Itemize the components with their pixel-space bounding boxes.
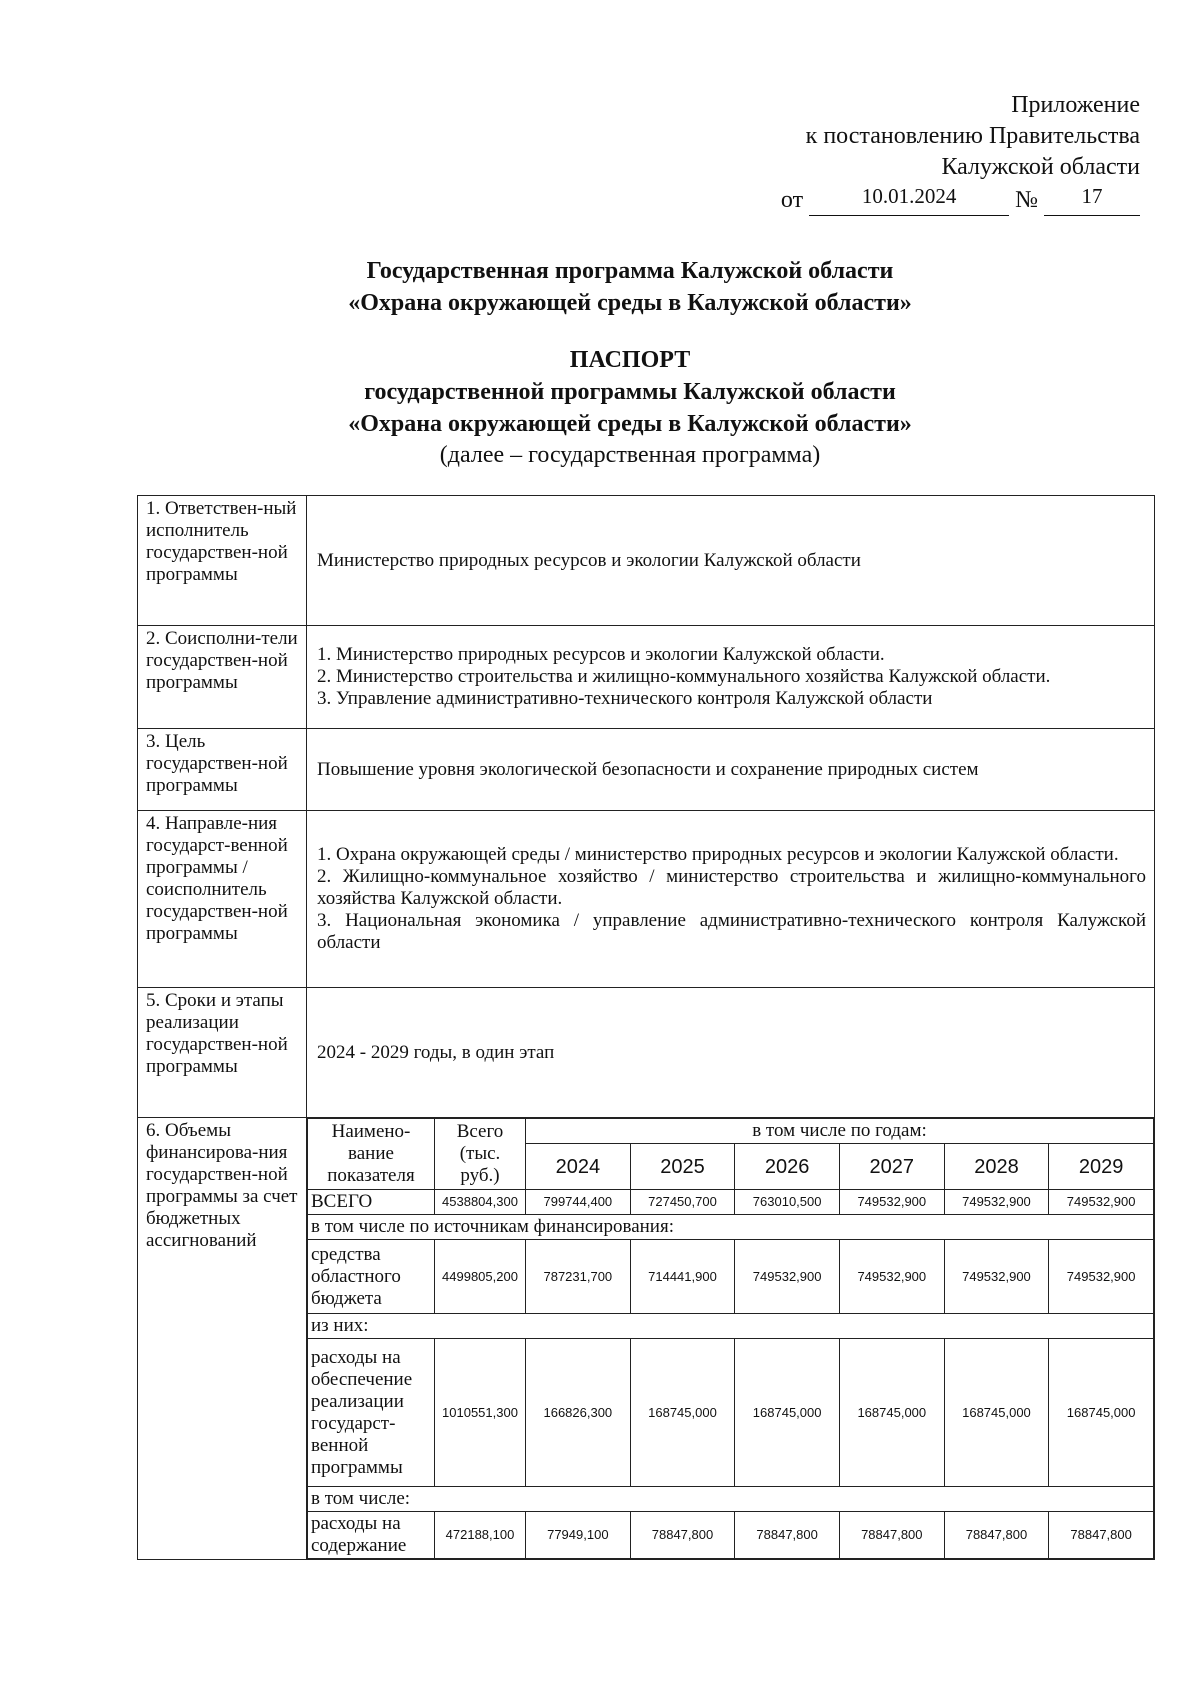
passport-subtitle-2: «Охрана окружающей среды в Калужской области»: [348, 411, 912, 437]
label-responsible: 1. Ответствен-ный исполнитель государствен-ной программы: [138, 496, 307, 626]
approval-line-1: Приложение: [1011, 92, 1140, 118]
label-goal: 3. Цель государствен-ной программы: [138, 729, 307, 811]
direction-item: 3. Национальная экономика / управление административно-технического контроля Калужской области: [317, 910, 1146, 953]
passport-subtitle-3: (далее – государственная программа): [439, 442, 821, 468]
fin-cell: 78847,800: [630, 1512, 735, 1559]
row-directions: [138, 811, 1155, 988]
value-responsible: Министерство природных ресурсов и экологии Калужской области: [307, 496, 1155, 626]
program-title-1: Государственная программа Калужской области: [366, 258, 894, 284]
fin-cell: 749532,900: [944, 1240, 1049, 1314]
number-blank: [1044, 184, 1140, 216]
fin-cell: 763010,500: [735, 1190, 840, 1215]
fin-year: 2028: [944, 1144, 1049, 1190]
fin-cell: 749532,900: [735, 1240, 840, 1314]
label-coexecutors: 2. Соисполни-тели государствен-ной программы: [138, 626, 307, 729]
fin-cell: 168745,000: [630, 1339, 735, 1487]
label-directions: 4. Направле-ния государст-венной программы / соисполнитель государствен-ной программы: [138, 811, 307, 988]
fin-year: 2026: [735, 1144, 840, 1190]
label-terms: 5. Сроки и этапы реализации государствен-ной программы: [138, 988, 307, 1118]
passport-subtitle-1: государственной программы Калужской области: [364, 379, 896, 405]
approval-line-3: Калужской области: [941, 154, 1140, 180]
fin-cell: 714441,900: [630, 1240, 735, 1314]
fin-row-including: [308, 1487, 1154, 1512]
approval-line-2: к постановлению Правительства: [805, 123, 1140, 149]
fin-year: 2029: [1049, 1144, 1154, 1190]
fin-row-sources: [308, 1215, 1154, 1240]
number-label: №: [1015, 187, 1038, 213]
value-goal: Повышение уровня экологической безопасности и сохранение природных систем: [307, 729, 1155, 811]
coexecutor-item: 2. Министерство строительства и жилищно-коммунального хозяйства Калужской области.: [317, 666, 1051, 687]
approval-date: 10.01.2024: [861, 184, 957, 208]
financing-table: [307, 1118, 1154, 1559]
fin-row-support: [308, 1339, 1154, 1487]
fin-year: 2025: [630, 1144, 735, 1190]
fin-col-name: Наимено-вание показателя: [308, 1119, 435, 1190]
fin-cell: 4499805,200: [435, 1240, 526, 1314]
program-title-2: «Охрана окружающей среды в Калужской области»: [348, 290, 912, 316]
coexecutor-item: 1. Министерство природных ресурсов и экологии Калужской области.: [317, 644, 885, 665]
fin-cell: 78847,800: [1049, 1512, 1154, 1559]
fin-cell: 168745,000: [839, 1339, 944, 1487]
fin-cell: 799744,400: [526, 1190, 631, 1215]
fin-of-them-label: из них:: [308, 1314, 1154, 1339]
fin-cell: 78847,800: [735, 1512, 840, 1559]
value-directions: [307, 811, 1155, 988]
fin-cell: 727450,700: [630, 1190, 735, 1215]
row-coexecutors: [138, 626, 1155, 729]
fin-cell: 1010551,300: [435, 1339, 526, 1487]
fin-cell: 749532,900: [839, 1240, 944, 1314]
fin-row-regional: [308, 1240, 1154, 1314]
fin-row-name: средства областного бюджета: [308, 1240, 435, 1314]
fin-cell: 78847,800: [839, 1512, 944, 1559]
value-coexecutors: [307, 626, 1155, 729]
fin-cell: 749532,900: [839, 1190, 944, 1215]
fin-including-label: в том числе:: [308, 1487, 1154, 1512]
fin-year: 2027: [839, 1144, 944, 1190]
passport-title: ПАСПОРТ: [569, 347, 691, 373]
row-goal: [138, 729, 1155, 811]
value-terms: 2024 - 2029 годы, в один этап: [307, 988, 1155, 1118]
coexecutor-item: 3. Управление административно-технического контроля Калужской области: [317, 688, 933, 709]
fin-cell: 168745,000: [1049, 1339, 1154, 1487]
direction-item: 1. Охрана окружающей среды / министерство природных ресурсов и экологии Калужской области.: [317, 844, 1119, 865]
fin-cell: 78847,800: [944, 1512, 1049, 1559]
row-responsible: [138, 496, 1155, 626]
approval-date-line: [781, 185, 1140, 219]
row-terms: [138, 988, 1155, 1118]
fin-cell: 168745,000: [735, 1339, 840, 1487]
fin-cell: 749532,900: [1049, 1190, 1154, 1215]
fin-sources-label: в том числе по источникам финансирования:: [308, 1215, 1154, 1240]
fin-cell: 749532,900: [944, 1190, 1049, 1215]
fin-row-maintenance: [308, 1512, 1154, 1559]
fin-row-total: [308, 1190, 1154, 1215]
label-financing: 6. Объемы финансирова-ния государствен-ной программы за счет бюджетных ассигнований: [138, 1118, 307, 1560]
fin-header-row-1: [308, 1119, 1154, 1144]
fin-col-total: Всего (тыс. руб.): [435, 1119, 526, 1190]
fin-row-of-them: [308, 1314, 1154, 1339]
passport-table: [137, 495, 1155, 1560]
value-financing: [307, 1118, 1155, 1560]
from-label: от: [780, 187, 804, 213]
fin-row-name: расходы на содержание: [308, 1512, 435, 1559]
fin-row-name: ВСЕГО: [308, 1190, 435, 1215]
row-financing: [138, 1118, 1155, 1560]
fin-cell: 77949,100: [526, 1512, 631, 1559]
date-blank: [809, 184, 1009, 216]
fin-col-years: в том числе по годам:: [526, 1119, 1154, 1144]
fin-cell: 472188,100: [435, 1512, 526, 1559]
direction-item: 2. Жилищно-коммунальное хозяйство / министерство строительства и жилищно-коммунального хозяйства Калужской области.: [317, 866, 1146, 909]
fin-cell: 4538804,300: [435, 1190, 526, 1215]
fin-row-name: расходы на обеспечение реализации государст-венной программы: [308, 1339, 435, 1487]
fin-cell: 787231,700: [526, 1240, 631, 1314]
approval-number: 17: [1081, 184, 1103, 208]
fin-year: 2024: [526, 1144, 631, 1190]
approval-block: [781, 90, 1140, 219]
fin-cell: 166826,300: [526, 1339, 631, 1487]
fin-cell: 749532,900: [1049, 1240, 1154, 1314]
fin-cell: 168745,000: [944, 1339, 1049, 1487]
